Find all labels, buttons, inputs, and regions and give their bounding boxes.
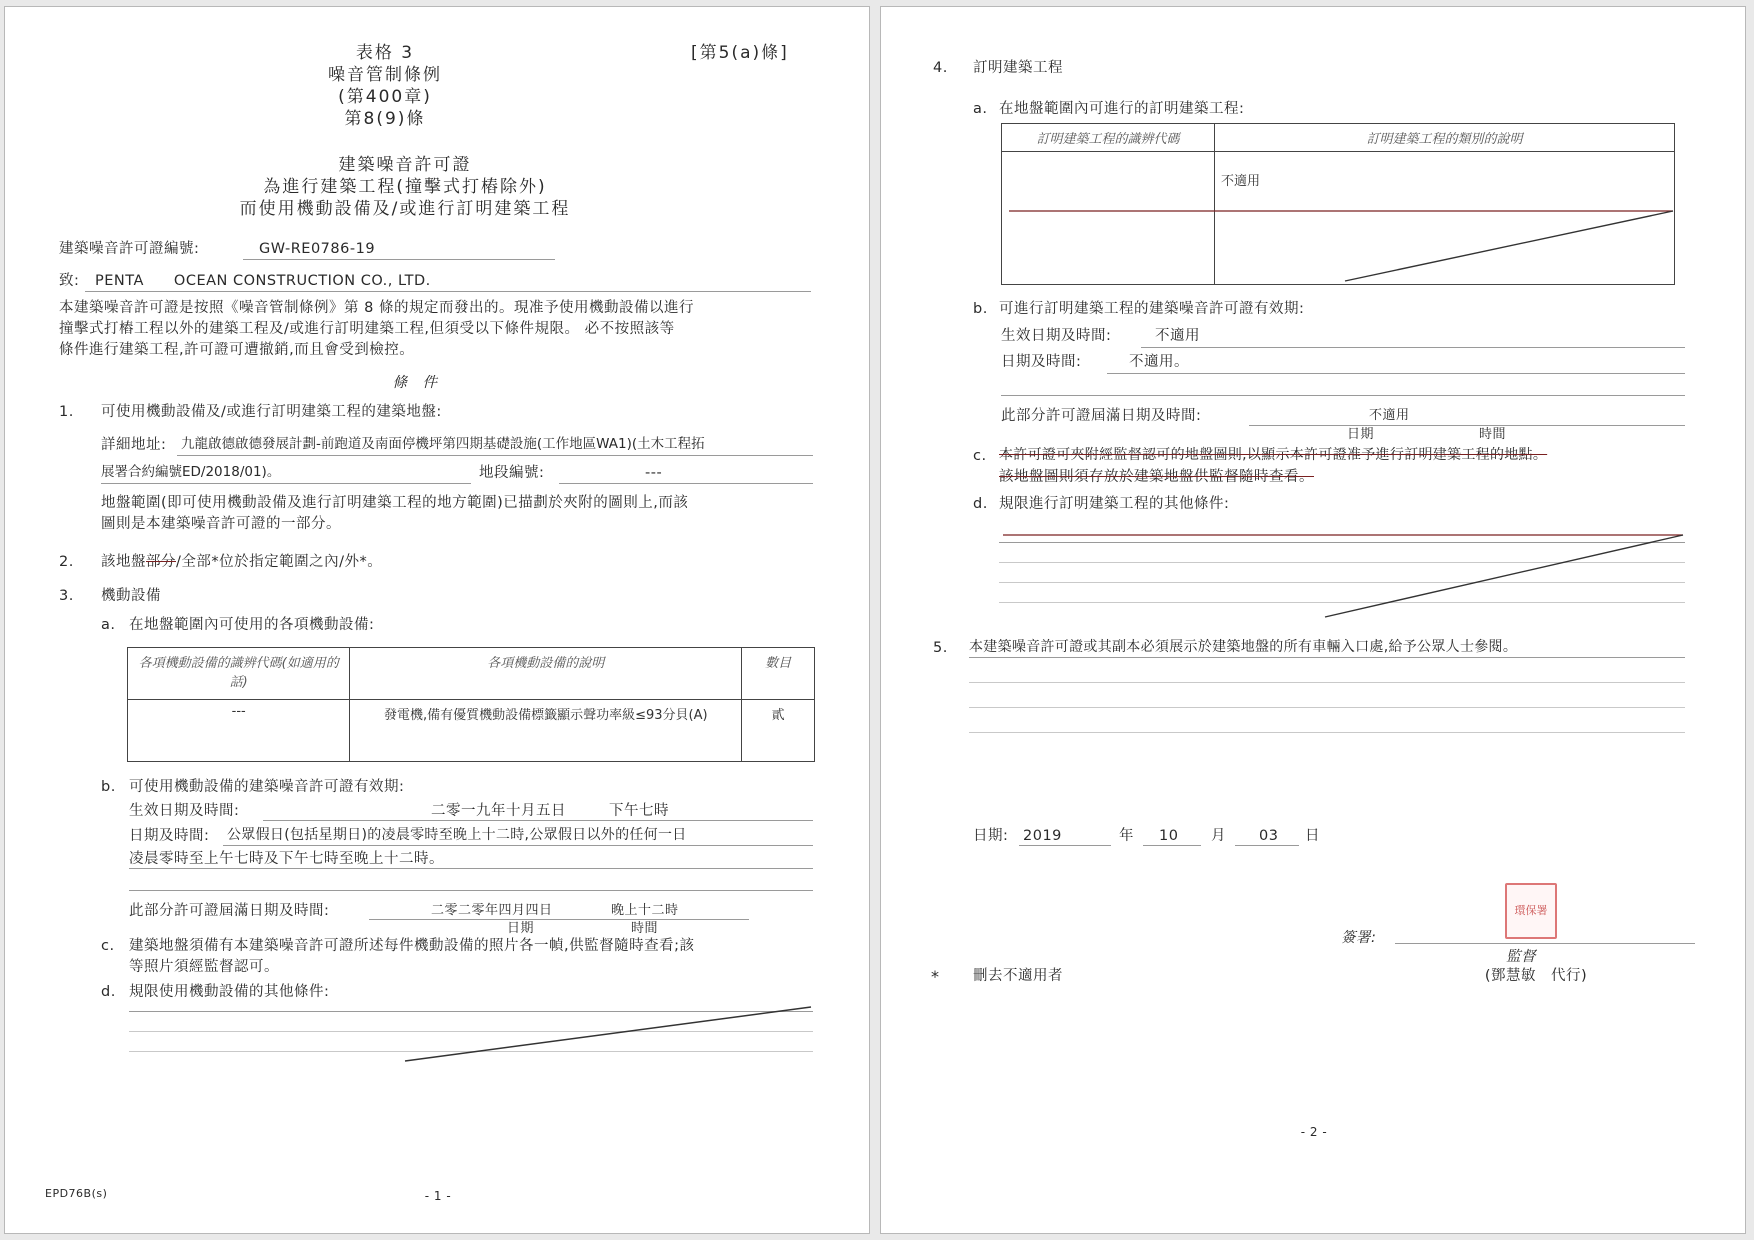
intro-line-3: 條件進行建築工程,許可證可遭撤銷,而且會受到檢控。 — [59, 342, 415, 358]
page-number-2: - 2 - — [1300, 1125, 1328, 1139]
section-3d-text: 規限使用機動設備的其他條件: — [129, 984, 330, 1000]
section-4d-text: 規限進行訂明建築工程的其他條件: — [999, 496, 1230, 512]
underline — [223, 845, 813, 846]
effective-time: 下午七時 — [609, 803, 669, 819]
intro-line-1: 本建築噪音許可證是按照《噪音管制條例》第 8 條的規定而發出的。現准予使用機動設備以進行 — [59, 300, 694, 316]
signature-line — [1395, 943, 1695, 944]
section-4b-label: b. — [973, 301, 988, 317]
page-number-1: - 1 - — [424, 1189, 452, 1203]
expiry-time: 晚上十二時 — [611, 903, 679, 918]
section-number: 第8(9)條 — [344, 109, 426, 129]
underline — [1019, 845, 1111, 846]
underline — [969, 682, 1685, 683]
underline — [369, 919, 749, 920]
underline — [1143, 845, 1201, 846]
section-3a-text: 在地盤範圍內可使用的各項機動設備: — [129, 617, 375, 633]
section-4-number: 4. — [933, 60, 948, 76]
section-3-number: 3. — [59, 588, 74, 604]
equipment-table-header-code: 各項機動設備的識辨代碼(如適用的話) — [128, 648, 350, 700]
purpose-line-1: 為進行建築工程(撞擊式打樁除外) — [263, 177, 547, 197]
form-code: EPD76B(s) — [45, 1187, 108, 1200]
section-2-text: 該地盤部分/全部*位於指定範圍之內/外*。 — [101, 554, 383, 570]
section-4d-label: d. — [973, 496, 988, 512]
underline — [129, 890, 813, 891]
issue-date-label: 日期: — [973, 828, 1009, 844]
effective-date: 二零一九年十月五日 — [431, 803, 566, 819]
site-boundary-line-2: 圖則是本建築噪音許可證的一部分。 — [101, 516, 341, 532]
underline — [177, 455, 813, 456]
section-1-number: 1. — [59, 404, 74, 420]
chapter-number: (第400章) — [338, 87, 432, 107]
section-4c-line-1: 本許可證可夾附經監督認可的地盤圖則,以顯示本許可證准予進行訂明建築工程的地點。 — [999, 447, 1548, 463]
section-3c-line-2: 等照片須經監督認可。 — [129, 959, 279, 975]
conditions-heading: 條 件 — [392, 375, 438, 391]
address-line-1: 九龍啟德啟德發展計劃-前跑道及南面停機坪第四期基礎設施(工作地區WA1)(土木工程拓 — [181, 436, 705, 452]
page-1 — [4, 6, 870, 1234]
form-number: 表格 3 — [355, 43, 415, 63]
strike-out-lines-4d — [999, 529, 1689, 621]
equipment-table-header-description: 各項機動設備的說明 — [350, 648, 742, 700]
underline — [969, 657, 1685, 658]
effective-value-2: 不適用 — [1155, 328, 1200, 344]
section-5-text: 本建築噪音許可證或其副本必須展示於建築地盤的所有車輛入口處,給予公眾人士參閱。 — [969, 639, 1518, 655]
section-3c-label: c. — [101, 938, 115, 954]
permit-number-label: 建築噪音許可證編號: — [59, 241, 200, 257]
underline — [1107, 373, 1685, 374]
note-text: 刪去不適用者 — [973, 968, 1063, 984]
works-table-header-description: 訂明建築工程的類別的說明 — [1215, 124, 1675, 152]
expiry-label-2: 此部分許可證屆滿日期及時間: — [1001, 408, 1202, 424]
issue-month: 10 — [1159, 828, 1179, 844]
permit-title: 建築噪音許可證 — [338, 155, 472, 175]
works-not-applicable: 不適用 — [1221, 174, 1261, 189]
equipment-description-cell: 發電機,備有優質機動設備標籤顯示聲功率級≤93分貝(A) — [350, 700, 742, 762]
issue-year: 2019 — [1023, 828, 1062, 844]
signature-label: 簽署: — [1341, 930, 1377, 946]
section-3a-label: a. — [101, 617, 116, 633]
expiry-label: 此部分許可證屆滿日期及時間: — [129, 903, 330, 919]
section-4a-label: a. — [973, 101, 988, 117]
equipment-code-cell: --- — [128, 700, 350, 762]
underline — [129, 868, 813, 869]
section-1-text: 可使用機動設備及/或進行訂明建築工程的建築地盤: — [101, 404, 442, 420]
section-2-number: 2. — [59, 554, 74, 570]
underline — [559, 483, 813, 484]
address-line-2: 展署合約編號ED/2018/01)。 — [101, 464, 281, 480]
period-label: 日期及時間: — [129, 828, 210, 844]
to-label: 致: — [59, 273, 80, 289]
date-caption: 日期 — [507, 921, 535, 936]
section-5-number: 5. — [933, 640, 948, 656]
section-4b-text: 可進行訂明建築工程的建築噪音許可證有效期: — [999, 301, 1305, 317]
month-unit: 月 — [1211, 828, 1226, 844]
section-4c-line-2: 該地盤圖則須存放於建築地盤供監督隨時查看。 — [999, 469, 1314, 485]
address-label: 詳細地址: — [101, 437, 167, 453]
equipment-table-header-quantity: 數目 — [742, 648, 815, 700]
underline — [1235, 845, 1299, 846]
strike-out-line — [405, 1003, 815, 1065]
signatory-name: (鄧慧敏 代行) — [1484, 968, 1588, 984]
ordinance-title: 噪音管制條例 — [328, 65, 442, 85]
site-boundary-line-1: 地盤範圍(即可使用機動設備及進行訂明建築工程的地方範圍)已描劃於夾附的圖則上,而該 — [101, 495, 689, 511]
section-3b-text: 可使用機動設備的建築噪音許可證有效期: — [129, 779, 405, 795]
section-3-text: 機動設備 — [101, 588, 161, 604]
note-asterisk: * — [931, 967, 940, 986]
year-unit: 年 — [1119, 828, 1134, 844]
underline — [243, 259, 555, 260]
equipment-table — [127, 647, 815, 762]
equipment-quantity-cell: 貳 — [742, 700, 815, 762]
effective-label: 生效日期及時間: — [129, 803, 240, 819]
section-3c-line-1: 建築地盤須備有本建築噪音許可證所述每件機動設備的照片各一幀,供監督隨時查看;該 — [129, 938, 695, 954]
intro-line-2: 撞擊式打樁工程以外的建築工程及/或進行訂明建築工程,但須受以下條件規限。 必不按照該等 — [59, 321, 675, 337]
underline — [1141, 347, 1685, 348]
underline — [263, 820, 813, 821]
purpose-line-2: 而使用機動設備及/或進行訂明建築工程 — [239, 199, 571, 219]
works-table-header-code: 訂明建築工程的識辨代碼 — [1002, 124, 1215, 152]
table-strike-lines — [1001, 205, 1677, 285]
expiry-date: 二零二零年四月四日 — [431, 903, 553, 918]
permit-number: GW-RE0786-19 — [259, 241, 376, 257]
form-reference: [第5(a)條] — [691, 43, 789, 63]
period-line-1: 公眾假日(包括星期日)的凌晨零時至晚上十二時,公眾假日以外的任何一日 — [227, 827, 687, 843]
section-4c-label: c. — [973, 448, 987, 464]
time-caption: 時間 — [631, 921, 659, 936]
day-unit: 日 — [1305, 828, 1320, 844]
underline — [85, 291, 811, 292]
issue-day: 03 — [1259, 828, 1279, 844]
time-caption-2: 時間 — [1479, 427, 1507, 442]
underline — [969, 707, 1685, 708]
section-3b-label: b. — [101, 779, 116, 795]
period-label-2: 日期及時間: — [1001, 354, 1082, 370]
expiry-value-2: 不適用 — [1369, 408, 1410, 423]
section-3d-label: d. — [101, 984, 116, 1000]
section-4-text: 訂明建築工程 — [973, 60, 1063, 76]
lot-label: 地段編號: — [479, 465, 545, 481]
underline — [969, 732, 1685, 733]
page-2 — [880, 6, 1746, 1234]
date-caption-2: 日期 — [1347, 427, 1375, 442]
underline — [1001, 395, 1685, 396]
lot-value: --- — [645, 465, 663, 481]
effective-label-2: 生效日期及時間: — [1001, 328, 1112, 344]
section-4a-text: 在地盤範圍內可進行的訂明建築工程: — [999, 101, 1245, 117]
addressee: PENTA OCEAN CONSTRUCTION CO., LTD. — [95, 273, 431, 289]
period-value-2: 不適用。 — [1129, 354, 1189, 370]
period-line-2: 凌晨零時至上午七時及下午七時至晚上十二時。 — [129, 851, 444, 867]
authority-title: 監督 — [1506, 949, 1536, 965]
official-seal: 環保署 — [1505, 883, 1557, 939]
underline — [101, 483, 471, 484]
underline — [1249, 425, 1685, 426]
